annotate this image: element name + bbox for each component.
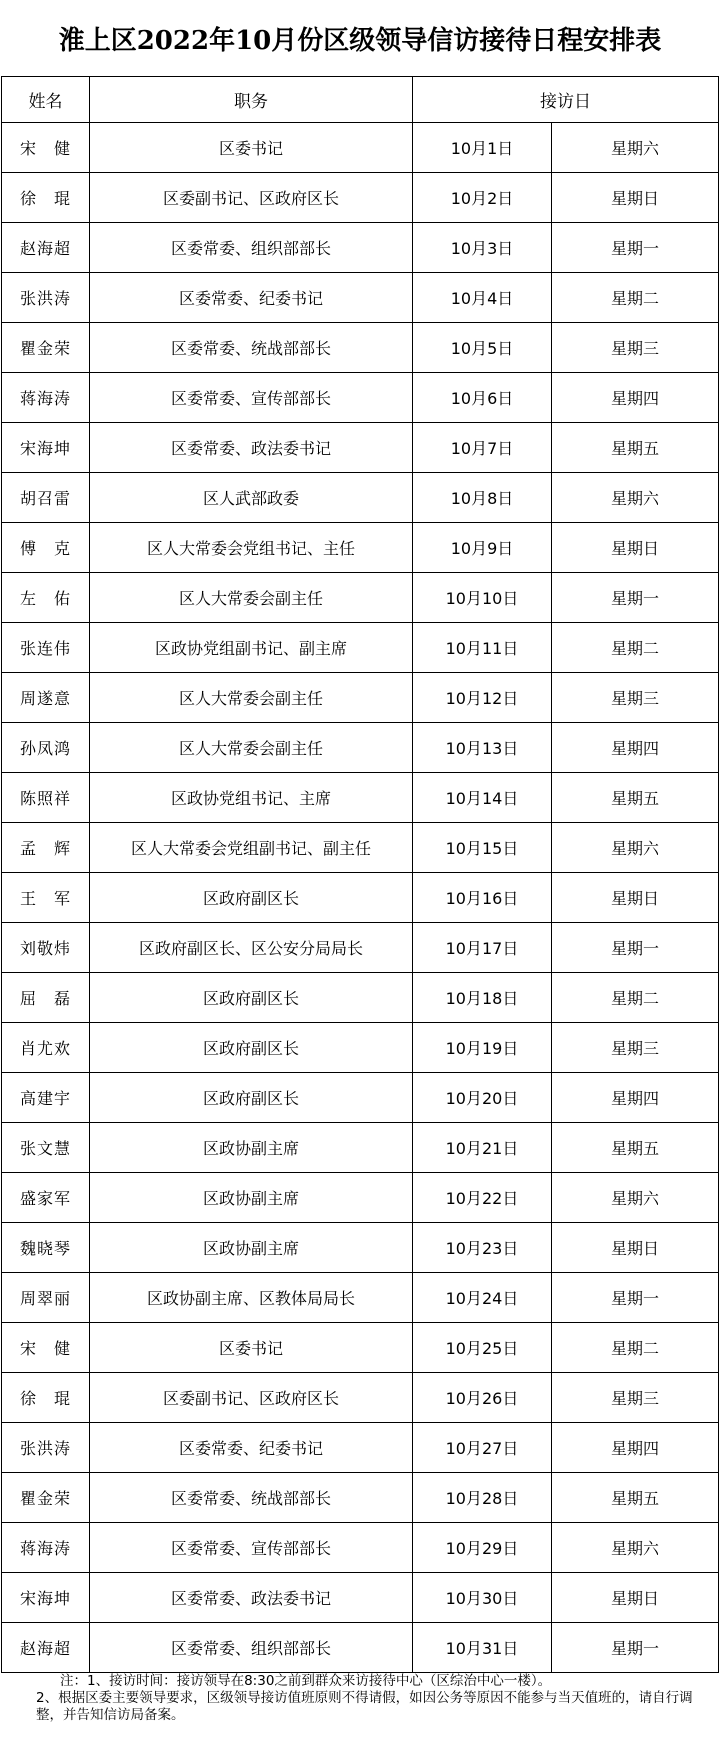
cell-date: 10月5日: [413, 323, 552, 373]
table-row: [2, 473, 719, 523]
cell-date: 10月24日: [413, 1273, 552, 1323]
cell-date: 10月4日: [413, 273, 552, 323]
cell-weekday: 星期二: [552, 623, 719, 673]
cell-position: 区政协副主席: [90, 1173, 413, 1223]
cell-position: 区人大常委会党组副书记、副主任: [90, 823, 413, 873]
cell-weekday: 星期日: [552, 873, 719, 923]
table-row: [2, 373, 719, 423]
cell-position: 区委常委、纪委书记: [90, 1423, 413, 1473]
cell-name: 宋海坤: [2, 1573, 90, 1623]
cell-position: 区政府副区长: [90, 1073, 413, 1123]
cell-date: 10月25日: [413, 1323, 552, 1373]
cell-weekday: 星期四: [552, 1423, 719, 1473]
cell-weekday: 星期一: [552, 923, 719, 973]
cell-position: 区人大常委会副主任: [90, 573, 413, 623]
cell-name: 左 佑: [2, 573, 90, 623]
table-row: [2, 623, 719, 673]
table-row: [2, 1573, 719, 1623]
cell-date: 10月30日: [413, 1573, 552, 1623]
table-row: [2, 1523, 719, 1573]
cell-weekday: 星期一: [552, 1273, 719, 1323]
table-row: [2, 823, 719, 873]
cell-position: 区人大常委会副主任: [90, 723, 413, 773]
cell-weekday: 星期三: [552, 323, 719, 373]
cell-position: 区委常委、宣传部部长: [90, 1523, 413, 1573]
cell-weekday: 星期六: [552, 123, 719, 173]
cell-date: 10月11日: [413, 623, 552, 673]
cell-position: 区委书记: [90, 123, 413, 173]
table-row: [2, 723, 719, 773]
table-row: [2, 1423, 719, 1473]
cell-weekday: 星期三: [552, 1373, 719, 1423]
table-row: [2, 1223, 719, 1273]
table-row: [2, 1473, 719, 1523]
cell-weekday: 星期日: [552, 1223, 719, 1273]
cell-name: 周遂意: [2, 673, 90, 723]
cell-position: 区政府副区长: [90, 973, 413, 1023]
cell-weekday: 星期三: [552, 673, 719, 723]
cell-date: 10月2日: [413, 173, 552, 223]
page-title: 淮上区2022年10月份区级领导信访接待日程安排表: [58, 25, 662, 56]
cell-date: 10月3日: [413, 223, 552, 273]
table-row: [2, 773, 719, 823]
cell-weekday: 星期六: [552, 1523, 719, 1573]
schedule-table: [1, 76, 719, 1673]
cell-position: 区委副书记、区政府区长: [90, 1373, 413, 1423]
cell-position: 区委常委、宣传部部长: [90, 373, 413, 423]
cell-date: 10月8日: [413, 473, 552, 523]
cell-weekday: 星期五: [552, 773, 719, 823]
cell-date: 10月22日: [413, 1173, 552, 1223]
cell-position: 区委常委、统战部部长: [90, 323, 413, 373]
cell-name: 张文慧: [2, 1123, 90, 1173]
cell-name: 胡召雷: [2, 473, 90, 523]
cell-name: 盛家军: [2, 1173, 90, 1223]
notes: [0, 1669, 720, 1739]
table-row: [2, 573, 719, 623]
table-row: [2, 123, 719, 173]
table-row: [2, 923, 719, 973]
table-row: [2, 323, 719, 373]
cell-position: 区人武部政委: [90, 473, 413, 523]
cell-weekday: 星期一: [552, 1623, 719, 1673]
cell-date: 10月1日: [413, 123, 552, 173]
table-row: [2, 423, 719, 473]
cell-date: 10月19日: [413, 1023, 552, 1073]
header-position: 职务: [90, 77, 413, 123]
cell-name: 张洪涛: [2, 273, 90, 323]
cell-name: 瞿金荣: [2, 1473, 90, 1523]
cell-weekday: 星期一: [552, 223, 719, 273]
table-row: [2, 673, 719, 723]
cell-name: 瞿金荣: [2, 323, 90, 373]
header-name: 姓名: [2, 77, 90, 123]
cell-name: 蒋海涛: [2, 373, 90, 423]
cell-position: 区委常委、组织部部长: [90, 1623, 413, 1673]
cell-position: 区政府副区长: [90, 873, 413, 923]
cell-weekday: 星期六: [552, 473, 719, 523]
cell-date: 10月21日: [413, 1123, 552, 1173]
cell-date: 10月15日: [413, 823, 552, 873]
table-row: [2, 223, 719, 273]
table-row: [2, 1273, 719, 1323]
cell-date: 10月16日: [413, 873, 552, 923]
cell-position: 区委书记: [90, 1323, 413, 1373]
table-row: [2, 273, 719, 323]
cell-weekday: 星期六: [552, 823, 719, 873]
cell-weekday: 星期五: [552, 1123, 719, 1173]
cell-date: 10月27日: [413, 1423, 552, 1473]
cell-position: 区政协党组副书记、副主席: [90, 623, 413, 673]
cell-name: 周翠丽: [2, 1273, 90, 1323]
note-2: 2、根据区委主要领导要求，区级领导接访值班原则不得请假，如因公务等原因不能参与当天值班的，请自行调整，并告知信访局备案。: [36, 1690, 693, 1723]
cell-name: 赵海超: [2, 223, 90, 273]
table-row: [2, 973, 719, 1023]
cell-position: 区政协党组书记、主席: [90, 773, 413, 823]
table-row: [2, 873, 719, 923]
table-row: [2, 1373, 719, 1423]
cell-weekday: 星期日: [552, 173, 719, 223]
table-row: [2, 173, 719, 223]
cell-name: 高建宇: [2, 1073, 90, 1123]
cell-name: 魏晓琴: [2, 1223, 90, 1273]
cell-name: 孙凤鸿: [2, 723, 90, 773]
cell-date: 10月31日: [413, 1623, 552, 1673]
cell-position: 区政协副主席: [90, 1123, 413, 1173]
cell-name: 赵海超: [2, 1623, 90, 1673]
cell-date: 10月23日: [413, 1223, 552, 1273]
cell-name: 屈 磊: [2, 973, 90, 1023]
cell-name: 张连伟: [2, 623, 90, 673]
table-row: [2, 1023, 719, 1073]
cell-position: 区委常委、纪委书记: [90, 273, 413, 323]
table-row: [2, 1123, 719, 1173]
header-row: [2, 77, 719, 123]
cell-name: 蒋海涛: [2, 1523, 90, 1573]
cell-position: 区委常委、组织部部长: [90, 223, 413, 273]
cell-name: 徐 琨: [2, 1373, 90, 1423]
cell-date: 10月9日: [413, 523, 552, 573]
cell-name: 张洪涛: [2, 1423, 90, 1473]
cell-name: 孟 辉: [2, 823, 90, 873]
table-row: [2, 1623, 719, 1673]
table-row: [2, 1173, 719, 1223]
cell-weekday: 星期三: [552, 1023, 719, 1073]
cell-date: 10月20日: [413, 1073, 552, 1123]
cell-name: 傅 克: [2, 523, 90, 573]
cell-date: 10月13日: [413, 723, 552, 773]
cell-date: 10月26日: [413, 1373, 552, 1423]
table-row: [2, 523, 719, 573]
cell-weekday: 星期二: [552, 273, 719, 323]
cell-date: 10月14日: [413, 773, 552, 823]
note-1: 注：1、接访时间：接访领导在8:30之前到群众来访接待中心（区综治中心一楼）。: [60, 1673, 552, 1689]
cell-weekday: 星期四: [552, 723, 719, 773]
cell-date: 10月6日: [413, 373, 552, 423]
cell-weekday: 星期二: [552, 973, 719, 1023]
cell-weekday: 星期二: [552, 1323, 719, 1373]
cell-weekday: 星期一: [552, 573, 719, 623]
cell-weekday: 星期日: [552, 523, 719, 573]
cell-date: 10月29日: [413, 1523, 552, 1573]
cell-name: 宋 健: [2, 1323, 90, 1373]
table-row: [2, 1323, 719, 1373]
cell-name: 宋 健: [2, 123, 90, 173]
cell-position: 区委常委、政法委书记: [90, 423, 413, 473]
cell-position: 区政府副区长、区公安分局局长: [90, 923, 413, 973]
cell-weekday: 星期六: [552, 1173, 719, 1223]
cell-position: 区政协副主席: [90, 1223, 413, 1273]
table-row: [2, 1073, 719, 1123]
cell-weekday: 星期四: [552, 1073, 719, 1123]
cell-position: 区人大常委会副主任: [90, 673, 413, 723]
cell-name: 王 军: [2, 873, 90, 923]
cell-name: 肖尤欢: [2, 1023, 90, 1073]
header-date: 接访日: [413, 77, 719, 123]
cell-position: 区委常委、政法委书记: [90, 1573, 413, 1623]
cell-name: 陈照祥: [2, 773, 90, 823]
cell-weekday: 星期日: [552, 1573, 719, 1623]
cell-position: 区委副书记、区政府区长: [90, 173, 413, 223]
cell-weekday: 星期四: [552, 373, 719, 423]
cell-name: 刘敬炜: [2, 923, 90, 973]
cell-position: 区政府副区长: [90, 1023, 413, 1073]
cell-date: 10月28日: [413, 1473, 552, 1523]
cell-name: 宋海坤: [2, 423, 90, 473]
cell-position: 区政协副主席、区教体局局长: [90, 1273, 413, 1323]
cell-position: 区委常委、统战部部长: [90, 1473, 413, 1523]
cell-position: 区人大常委会党组书记、主任: [90, 523, 413, 573]
cell-date: 10月12日: [413, 673, 552, 723]
cell-date: 10月7日: [413, 423, 552, 473]
cell-date: 10月17日: [413, 923, 552, 973]
cell-date: 10月18日: [413, 973, 552, 1023]
cell-weekday: 星期五: [552, 423, 719, 473]
cell-name: 徐 琨: [2, 173, 90, 223]
cell-weekday: 星期五: [552, 1473, 719, 1523]
cell-date: 10月10日: [413, 573, 552, 623]
